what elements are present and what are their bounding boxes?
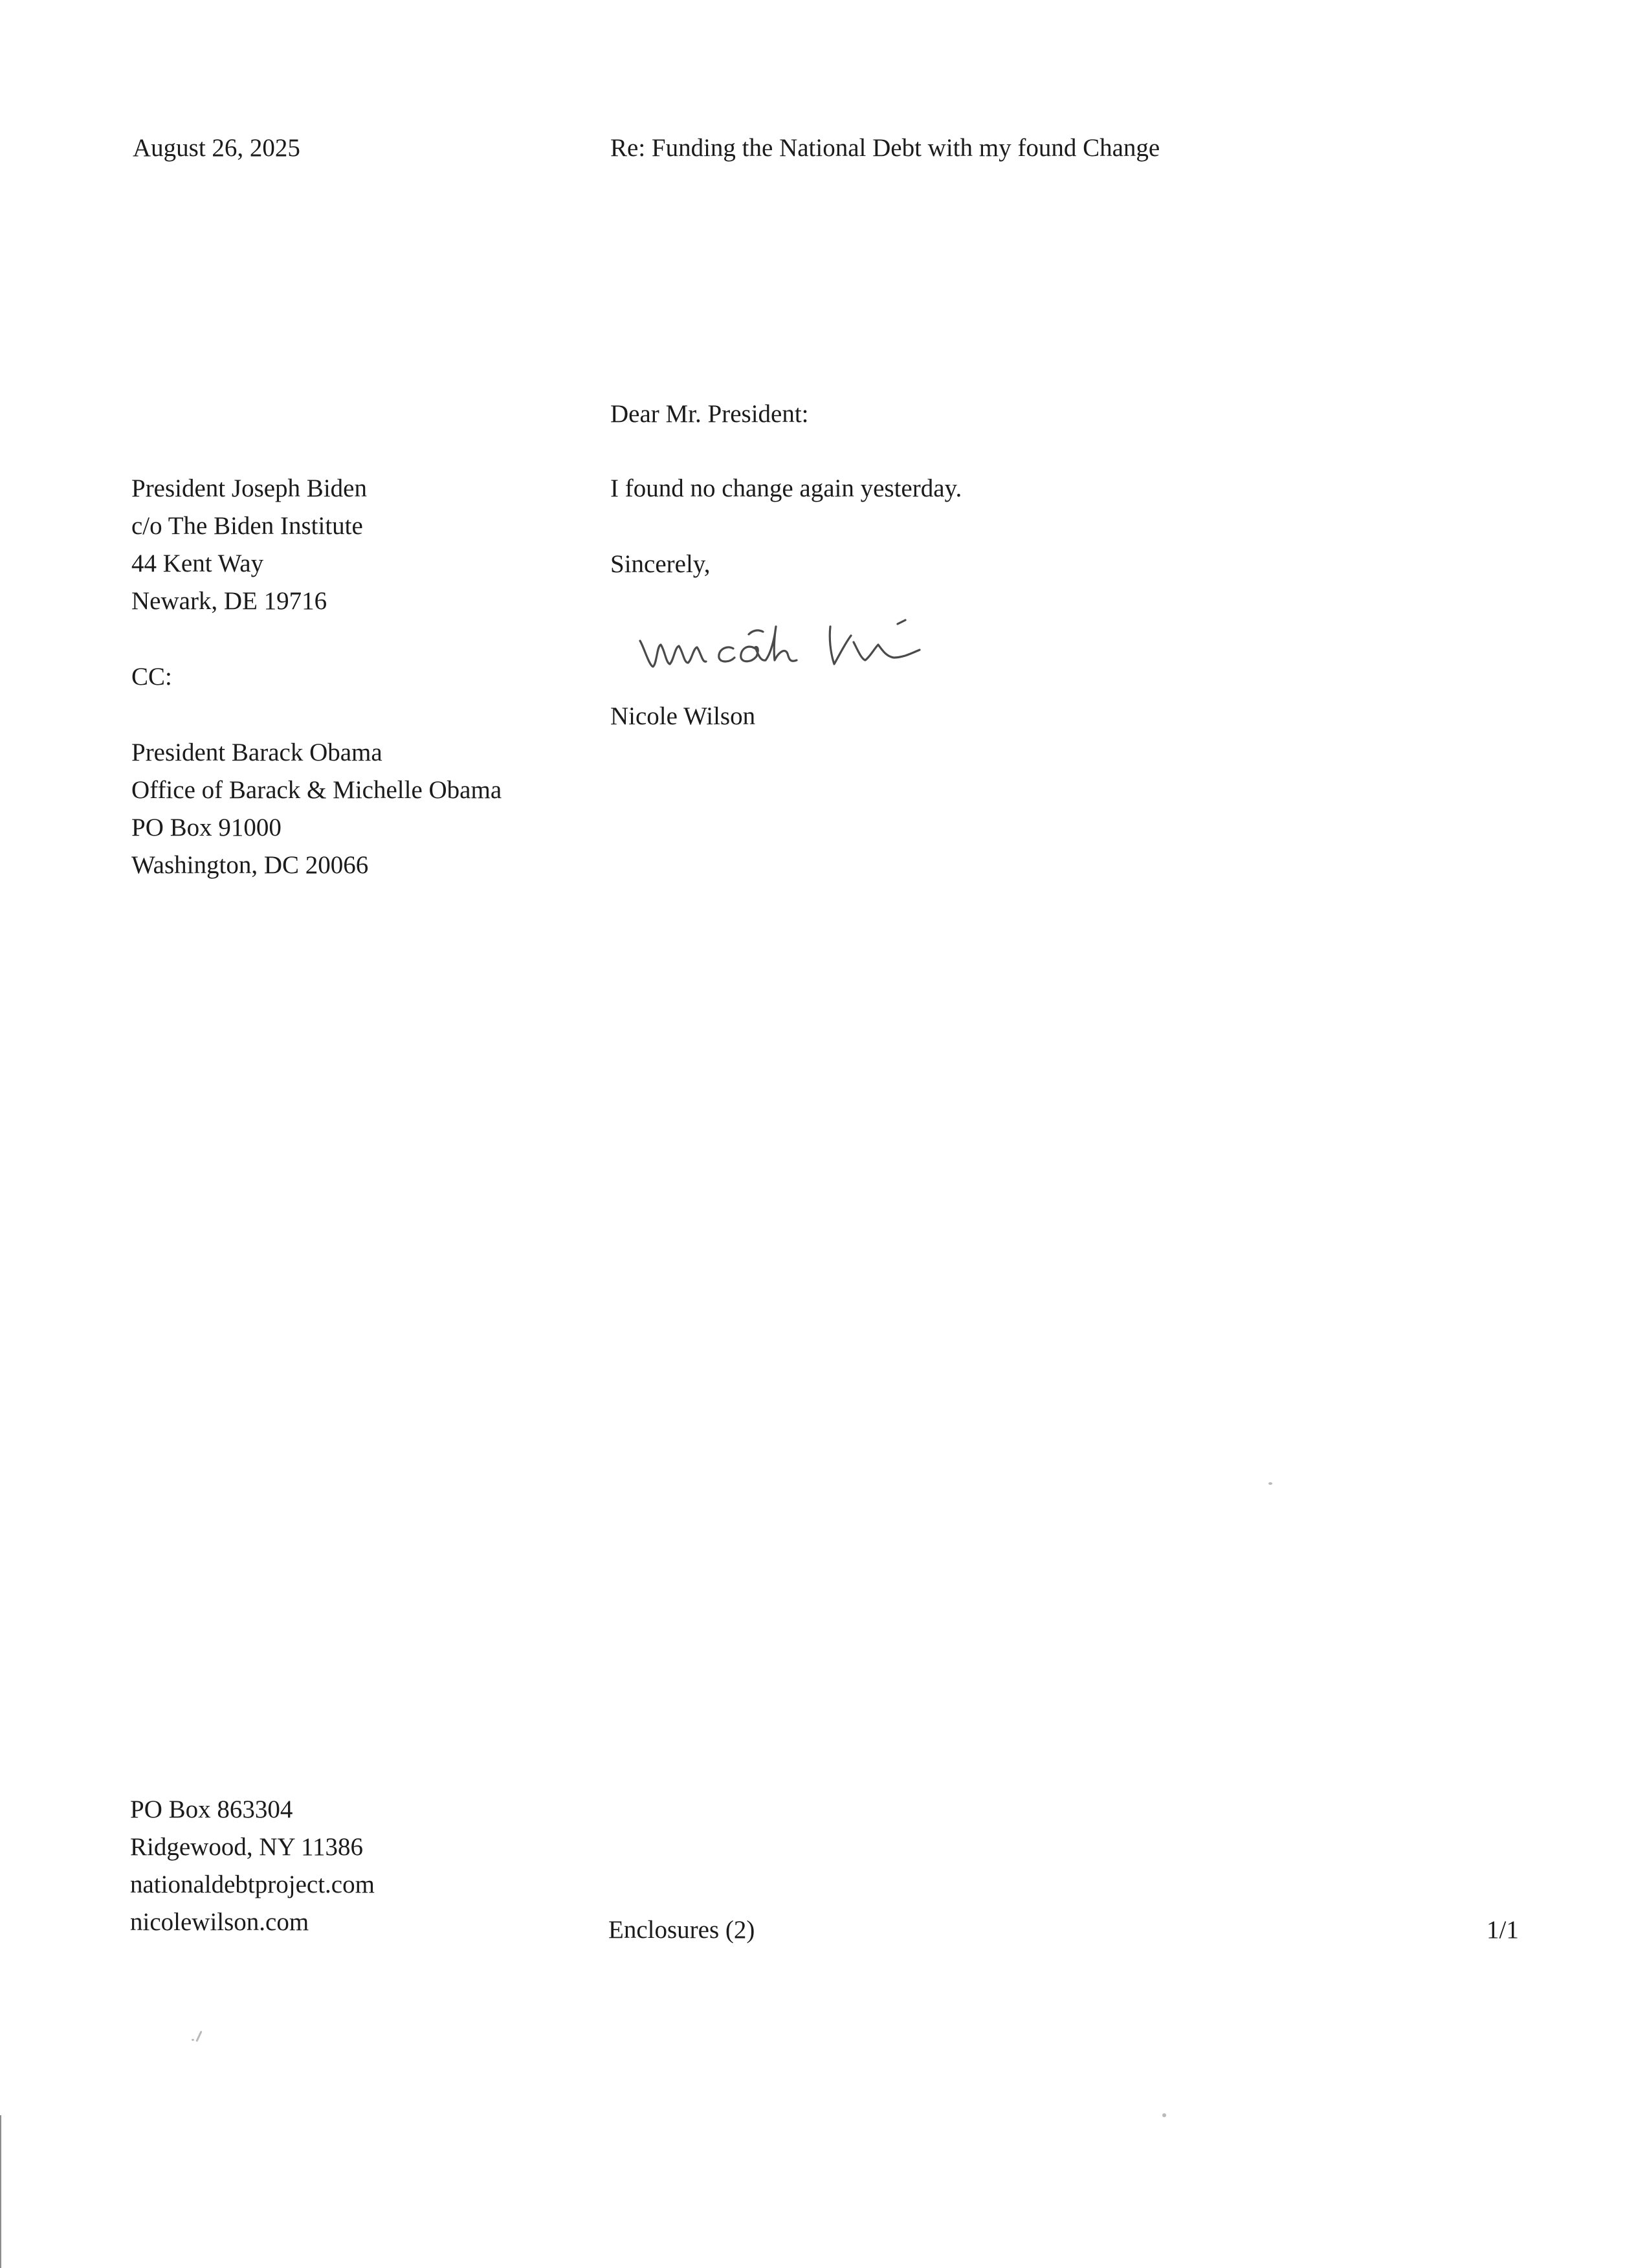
paper-speck bbox=[1162, 2113, 1166, 2117]
sender-website: nationaldebtproject.com bbox=[130, 1871, 375, 1898]
recipient-line: President Joseph Biden bbox=[131, 474, 367, 502]
sender-line: Ridgewood, NY 11386 bbox=[130, 1833, 364, 1861]
cc-line: Washington, DC 20066 bbox=[131, 851, 369, 879]
subject-line bbox=[610, 129, 1160, 167]
recipient-line: Newark, DE 19716 bbox=[131, 587, 327, 615]
cc-label-text: CC: bbox=[131, 663, 172, 691]
signature-drawing bbox=[637, 595, 948, 680]
handwritten-signature bbox=[637, 595, 948, 680]
recipient-line: c/o The Biden Institute bbox=[131, 512, 363, 540]
page-number-text: 1/1 bbox=[1487, 1916, 1519, 1944]
paper-speck bbox=[195, 2030, 202, 2042]
page-number bbox=[1487, 1911, 1519, 1949]
cc-line: Office of Barack & Michelle Obama bbox=[131, 776, 502, 804]
cc-recipient-address bbox=[131, 734, 502, 884]
cc-label bbox=[131, 658, 172, 696]
paper-speck bbox=[1268, 1482, 1272, 1485]
sender-address bbox=[130, 1791, 375, 1941]
cc-line: President Barack Obama bbox=[131, 739, 382, 766]
salutation-text: Dear Mr. President: bbox=[610, 400, 809, 428]
signer-name-text: Nicole Wilson bbox=[610, 702, 756, 730]
recipient-address bbox=[131, 470, 367, 620]
recipient-line: 44 Kent Way bbox=[131, 550, 264, 577]
sender-line: PO Box 863304 bbox=[130, 1796, 293, 1823]
enclosures-text: Enclosures (2) bbox=[608, 1916, 755, 1944]
letter-date bbox=[133, 129, 300, 167]
signer-name bbox=[610, 698, 755, 735]
closing-text: Sincerely, bbox=[610, 550, 711, 578]
letter-body bbox=[610, 470, 962, 507]
scan-edge-line bbox=[0, 2115, 1, 2268]
subject-text: Re: Funding the National Debt with my found Change bbox=[610, 134, 1160, 162]
body-text: I found no change again yesterday. bbox=[610, 474, 962, 502]
enclosures-note bbox=[608, 1911, 755, 1949]
paper-speck bbox=[192, 2039, 194, 2041]
cc-line: PO Box 91000 bbox=[131, 814, 282, 841]
sender-website: nicolewilson.com bbox=[130, 1908, 309, 1936]
salutation bbox=[610, 395, 809, 433]
letter-closing bbox=[610, 546, 711, 583]
date-text: August 26, 2025 bbox=[133, 134, 300, 162]
